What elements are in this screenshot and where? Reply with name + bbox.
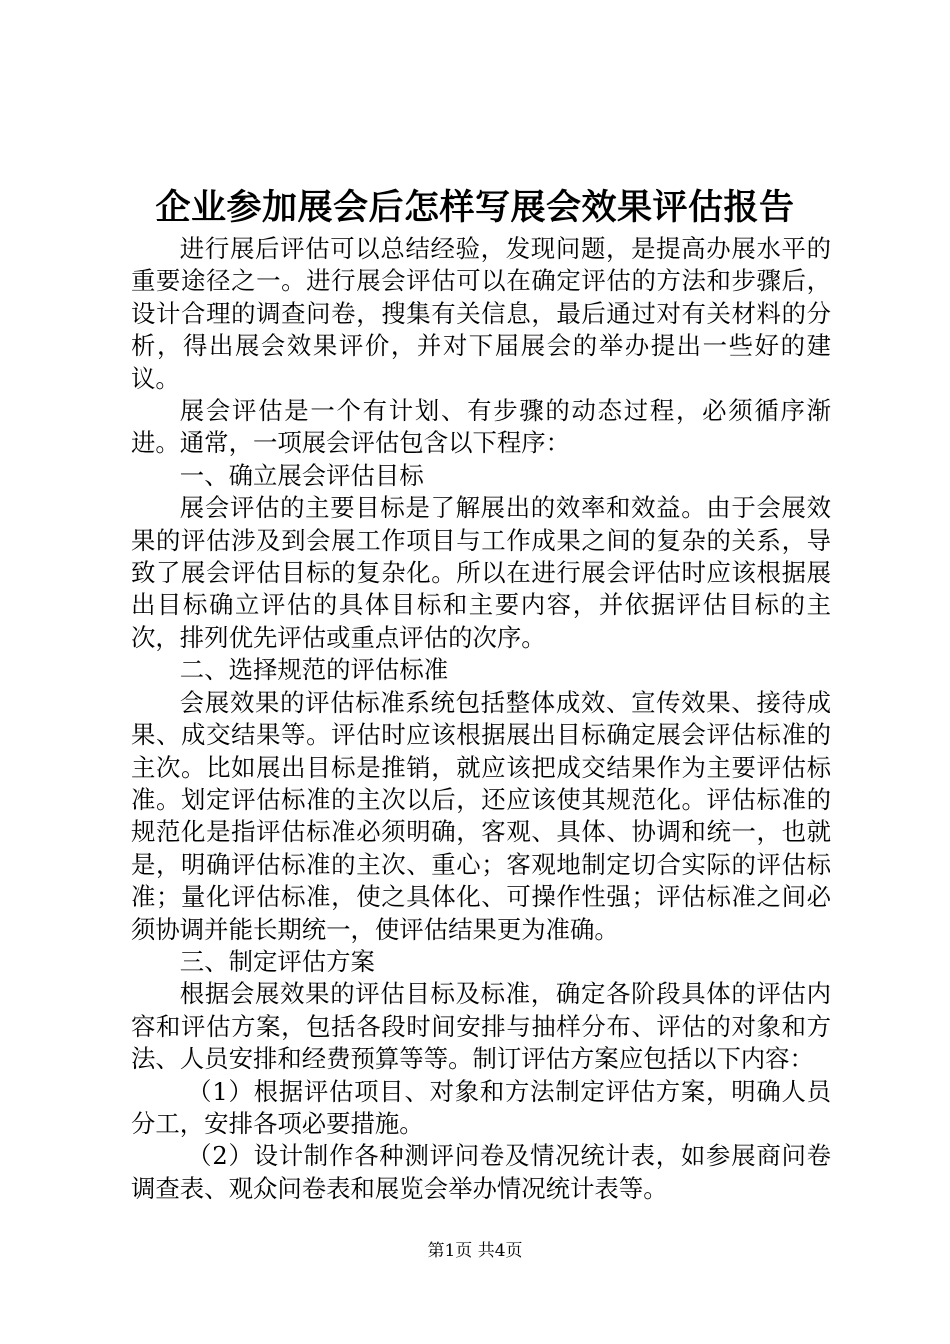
paragraph-process: 展会评估是一个有计划、有步骤的动态过程，必须循序渐进。通常，一项展会评估包含以下程序： [131, 396, 831, 458]
section-heading-2: 二、选择规范的评估标准 [179, 655, 449, 685]
paragraph-section-1: 展会评估的主要目标是了解展出的效率和效益。由于会展效果的评估涉及到会展工作项目与工作成果之间的复杂的关系，导致了展会评估目标的复杂化。所以在进行展会评估时应该根据展出目标确立评估的具体目标和主要内容，并依据评估目标的主次，排列优先评估或重点评估的次序。 [131, 493, 831, 652]
section-heading-3: 三、制定评估方案 [179, 946, 375, 976]
list-item-2: （2）设计制作各种测评问卷及情况统计表，如参展商问卷调查表、观众问卷表和展览会举办情况统计表等。 [131, 1141, 831, 1203]
paragraph-section-3: 根据会展效果的评估目标及标准，确定各阶段具体的评估内容和评估方案，包括各段时间安排与抽样分布、评估的对象和方法、人员安排和经费预算等等。制订评估方案应包括以下内容： [131, 979, 831, 1074]
list-item-1: （1）根据评估项目、对象和方法制定评估方案，明确人员分工，安排各项必要措施。 [131, 1076, 831, 1138]
document-title: 企业参加展会后怎样写展会效果评估报告 [155, 187, 795, 228]
paragraph-intro: 进行展后评估可以总结经验，发现问题，是提高办展水平的重要途径之一。进行展会评估可以在确定评估的方法和步骤后，设计合理的调查问卷，搜集有关信息，最后通过对有关材料的分析，得出展会效果评价，并对下届展会的举办提出一些好的建议。 [131, 234, 831, 393]
document-body [131, 233, 831, 1205]
section-heading-1: 一、确立展会评估目标 [179, 460, 424, 490]
paragraph-section-2: 会展效果的评估标准系统包括整体成效、宣传效果、接待成果、成交结果等。评估时应该根据展出目标确定展会评估标准的主次。比如展出目标是推销，就应该把成交结果作为主要评估标准。划定评估标准的主次以后，还应该使其规范化。评估标准的规范化是指评估标准必须明确，客观、具体、协调和统一，也就是，明确评估标准的主次、重心；客观地制定切合实际的评估标准；量化评估标准，使之具体化、可操作性强；评估标准之间必须协调并能长期统一，使评估结果更为准确。 [131, 687, 831, 944]
page-footer: 第1页 共4页 [427, 1241, 523, 1261]
